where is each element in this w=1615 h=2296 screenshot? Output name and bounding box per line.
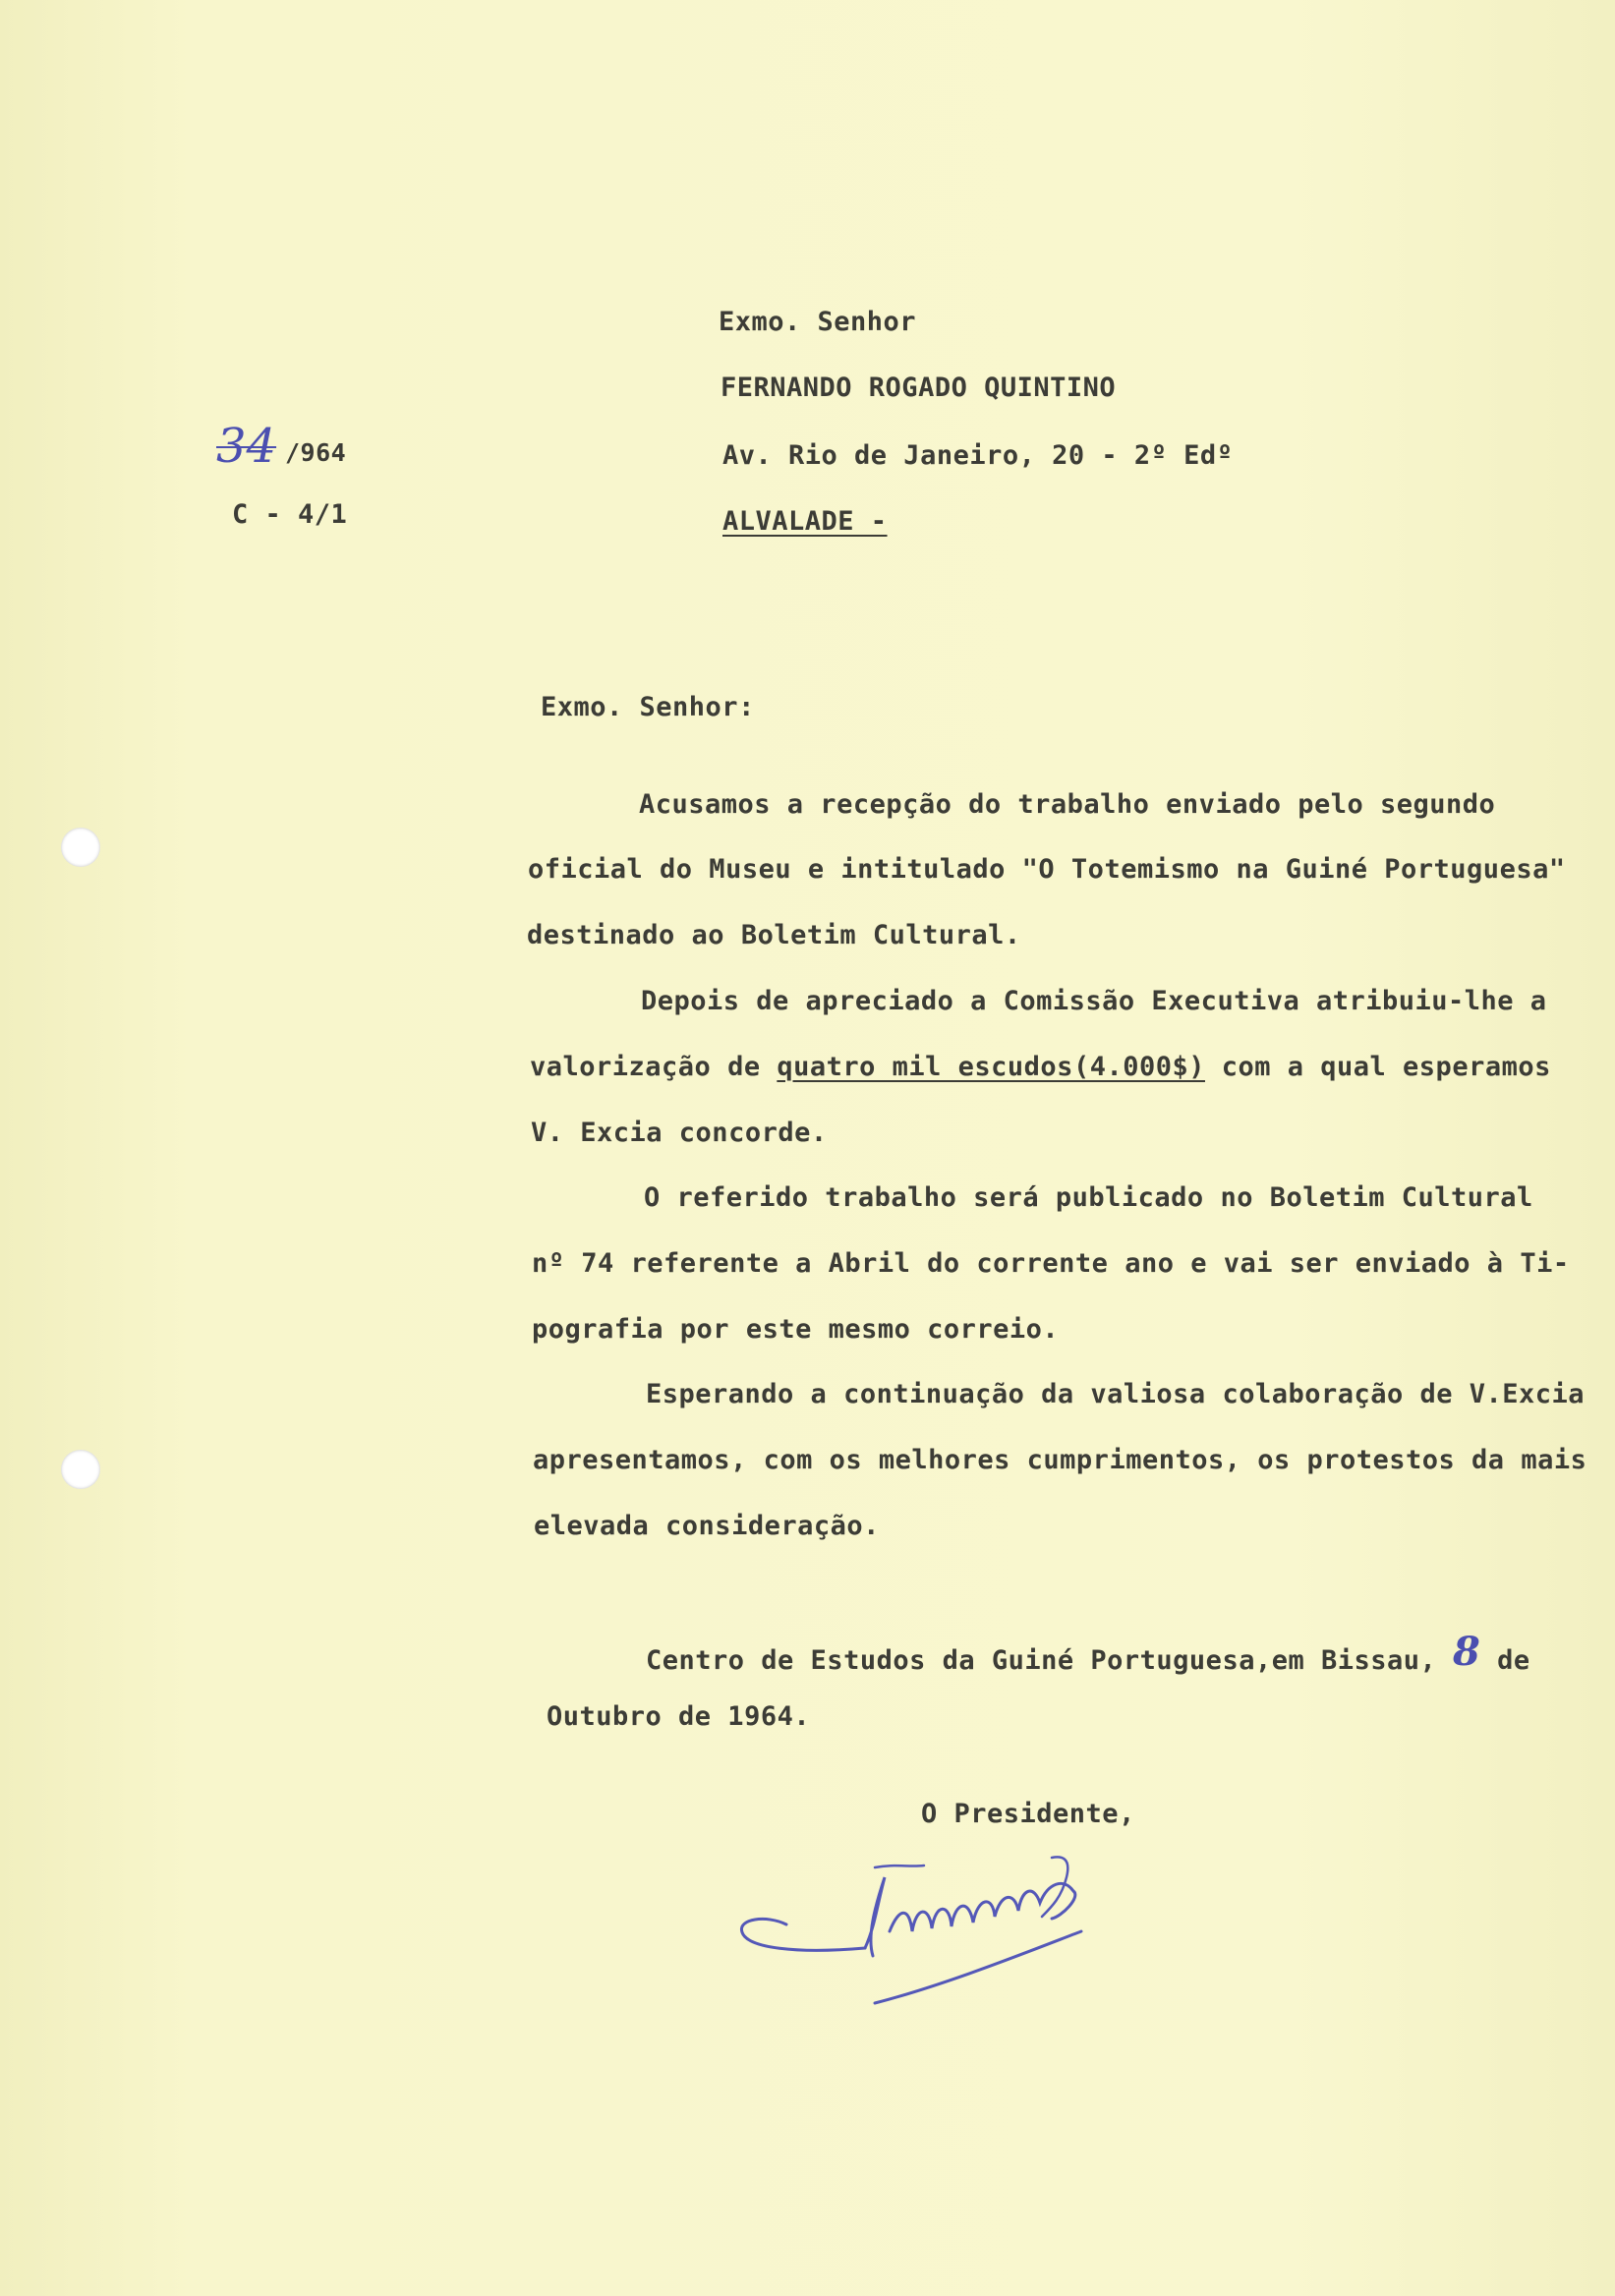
place-line [646, 1629, 1530, 1676]
body-line: Depois de apreciado a Comissão Executiva atribuiu-lhe a [641, 986, 1547, 1016]
recipient-salutation: Exmo. Senhor [719, 307, 917, 337]
recipient-district: ALVALADE - [722, 506, 888, 537]
file-code: C - 4/1 [232, 499, 348, 530]
body-line: Acusamos a recepção do trabalho enviado pelo segundo [639, 789, 1496, 820]
punch-hole-bottom [61, 1450, 100, 1489]
president-signature [727, 1838, 1239, 2015]
place-text-de: de [1480, 1645, 1530, 1676]
recipient-name: FERNANDO ROGADO QUINTINO [721, 373, 1117, 403]
punch-hole-top [61, 828, 100, 867]
body-line-amount [530, 1054, 1551, 1080]
day-handwritten: 8 [1453, 1629, 1481, 1675]
body-text: valorização de [530, 1052, 778, 1082]
body-line: pografia por este mesmo correio. [532, 1314, 1060, 1345]
body-line: destinado ao Boletim Cultural. [527, 920, 1021, 950]
date-line: Outubro de 1964. [547, 1701, 811, 1732]
greeting: Exmo. Senhor: [541, 692, 755, 722]
reference-number-handwritten: 34 [216, 419, 277, 474]
reference-year: /964 [285, 438, 347, 467]
body-line: nº 74 referente a Abril do corrente ano e vai ser enviado à Ti- [532, 1248, 1570, 1279]
amount-underlined: quatro mil escudos(4.000$) [777, 1052, 1205, 1082]
body-line: Esperando a continuação da valiosa colaboração de V.Excia [646, 1379, 1586, 1409]
signatory-title: O Presidente, [921, 1799, 1135, 1829]
body-line: oficial do Museu e intitulado "O Totemismo na Guiné Portuguesa" [528, 854, 1566, 885]
body-line: V. Excia concorde. [531, 1118, 828, 1148]
body-line: elevada consideração. [534, 1511, 880, 1541]
place-text: Centro de Estudos da Guiné Portuguesa,em Bissau, [646, 1645, 1454, 1676]
body-line: apresentamos, com os melhores cumprimentos, os protestos da mais [533, 1445, 1587, 1475]
body-text: com a qual esperamos [1204, 1052, 1551, 1082]
body-line: O referido trabalho será publicado no Boletim Cultural [644, 1182, 1533, 1213]
recipient-street: Av. Rio de Janeiro, 20 - 2º Edº [722, 440, 1234, 471]
